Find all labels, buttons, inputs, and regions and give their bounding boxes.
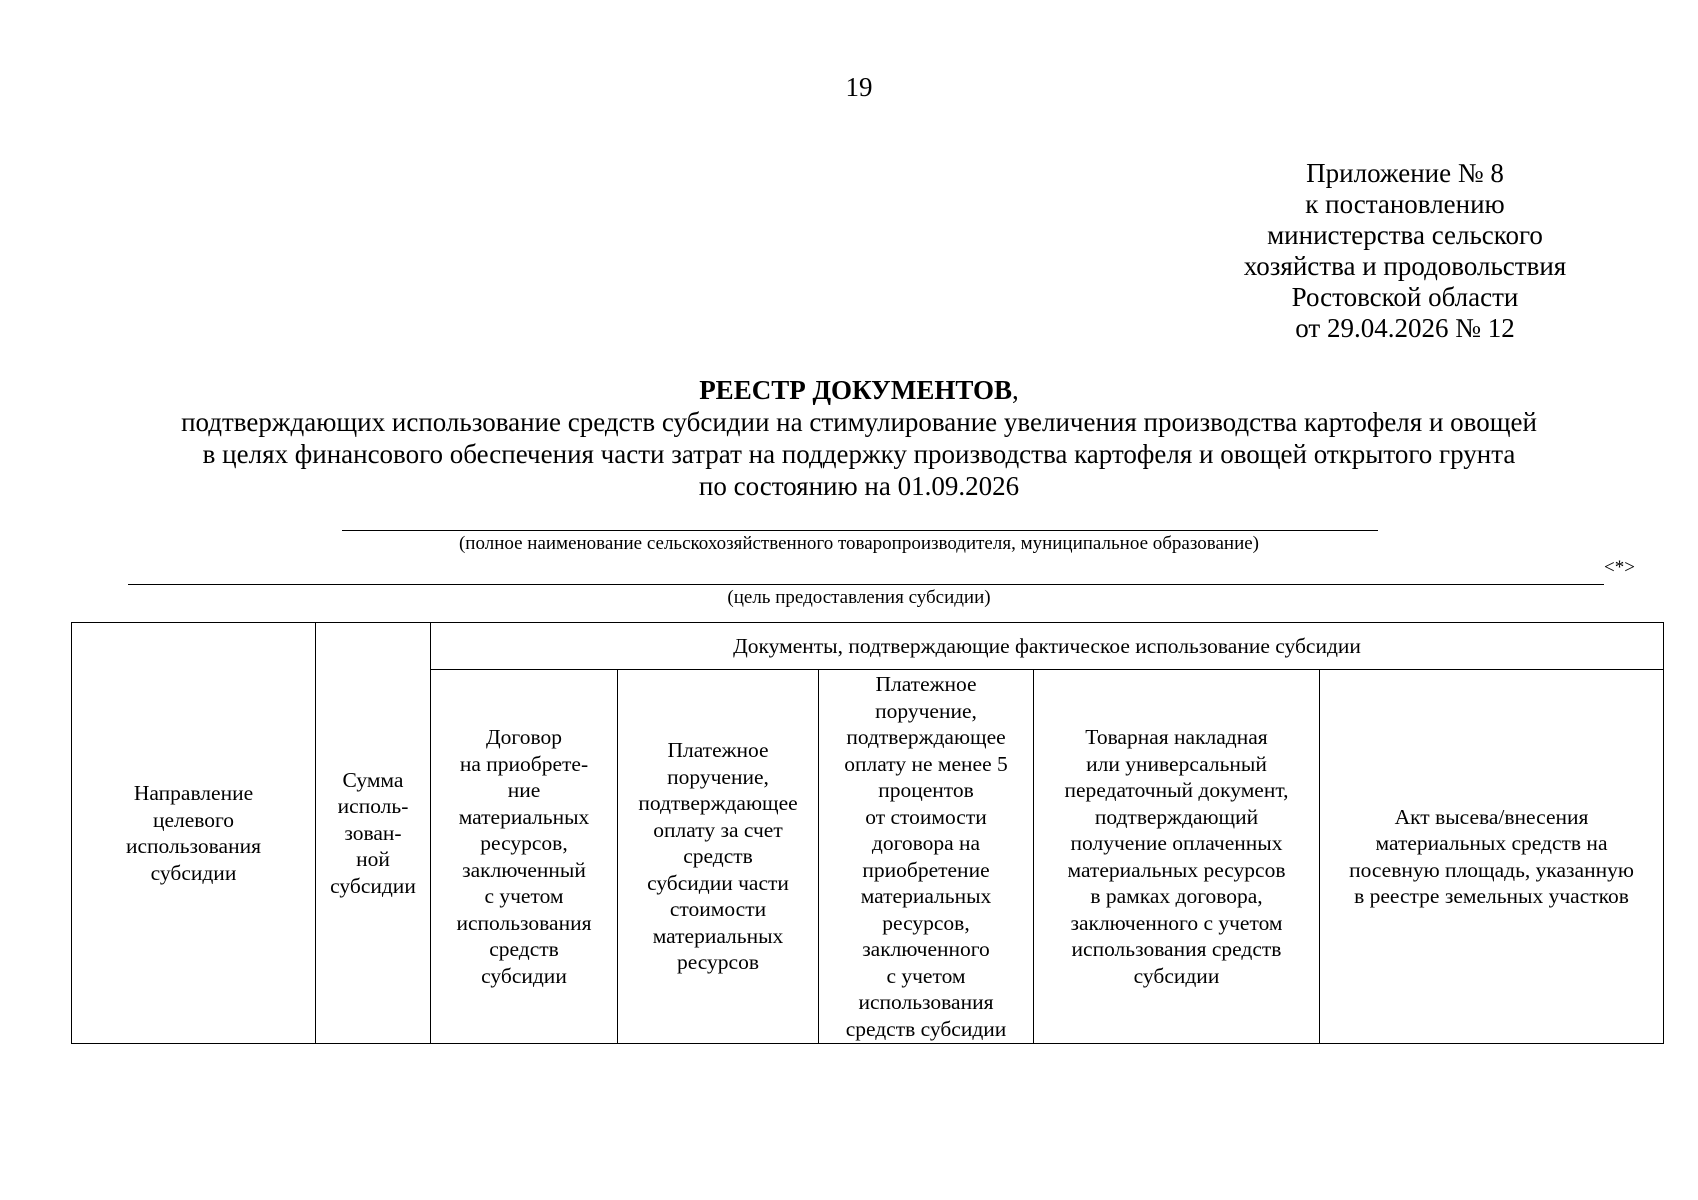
header-line: ресурсов, (882, 910, 970, 935)
header-line: субсидии (1133, 963, 1220, 988)
header-line: посевную площадь, указанную (1349, 857, 1634, 882)
header-line: ние (507, 778, 541, 802)
title-main (0, 374, 1698, 406)
header-line: Платежное (875, 672, 977, 696)
header-line: с учетом (484, 884, 564, 908)
header-line: ресурсов (676, 950, 760, 975)
header-line: зован- (344, 820, 402, 845)
footnote-marker: <*> (1604, 557, 1635, 578)
header-line: в реестре земельных участков (1354, 884, 1629, 908)
title-date-line: по состоянию на 01.09.2026 (698, 471, 1020, 501)
title-main-text: РЕЕСТР ДОКУМЕНТОВ (699, 375, 1013, 405)
header-invoice (1034, 670, 1320, 1044)
header-line: Товарная накладная (1085, 725, 1268, 749)
header-line: получение оплаченных (1070, 831, 1283, 855)
header-line: целевого (152, 807, 235, 832)
header-line: Акт высева/внесения (1394, 804, 1589, 829)
page-number: 19 (845, 72, 873, 102)
header-line: субсидии (481, 963, 567, 988)
subsidy-purpose-line[interactable] (128, 584, 1604, 585)
header-contract (431, 670, 618, 1044)
header-line: процентов (878, 778, 974, 802)
registry-table (71, 622, 1664, 1044)
header-line: средств субсидии (845, 1016, 1007, 1041)
producer-name-line[interactable] (342, 530, 1378, 531)
header-line: поручение, (875, 698, 977, 723)
header-line: оплату за счет (653, 817, 783, 842)
header-line: использования (858, 990, 994, 1014)
header-documents-group: Документы, подтверждающие фактическое использование субсидии (431, 623, 1664, 670)
header-line: средств (489, 937, 559, 961)
header-payment-order-subsidy (618, 670, 819, 1044)
header-line: поручение, (667, 764, 769, 789)
header-line: заключенного (862, 937, 990, 961)
appendix-line: министерства сельского (1267, 220, 1543, 250)
header-line: материальных (458, 804, 590, 829)
header-line: исполь- (337, 794, 409, 819)
header-line: средств (683, 844, 753, 869)
appendix-line: Ростовской области (1291, 282, 1519, 312)
header-line: или универсальный (1086, 751, 1267, 776)
header-line: в рамках договора, (1090, 884, 1263, 908)
title-line: в целях финансового обеспечения части затрат на поддержку производства картофеля и овощей открытого грунта (202, 439, 1516, 469)
header-line: использования средств (1071, 937, 1282, 961)
header-line: использования (456, 910, 592, 935)
header-line: стоимости (669, 897, 767, 922)
header-line: материальных средств на (1375, 831, 1608, 855)
appendix-line: хозяйства и продовольствия (1243, 251, 1567, 281)
appendix-line: от 29.04.2026 № 12 (1295, 313, 1515, 343)
header-line: с учетом (886, 963, 966, 988)
header-line: субсидии части (647, 870, 789, 895)
header-line: субсидии (150, 860, 237, 885)
header-line: заключенного с учетом (1070, 910, 1283, 935)
header-line: материальных ресурсов (1067, 857, 1286, 882)
header-amount (316, 623, 431, 1044)
header-line: договора на (871, 831, 981, 855)
title-main-suffix: , (1012, 375, 1019, 405)
header-line: приобретение (862, 857, 990, 882)
header-line: ной (356, 847, 390, 872)
appendix-line: Приложение № 8 (1306, 158, 1504, 188)
header-line: ресурсов, (480, 831, 568, 855)
header-line: подтверждающее (846, 725, 1006, 749)
header-line: на приобрете- (459, 751, 589, 776)
header-line: оплату не менее 5 (844, 751, 1008, 776)
header-direction (72, 623, 316, 1044)
header-line: заключенный (462, 857, 586, 882)
appendix-line: к постановлению (1305, 189, 1505, 219)
header-line: подтверждающий (1094, 804, 1259, 829)
producer-name-caption: (полное наименование сельскохозяйственного товаропроизводителя, муниципальное образование) (458, 533, 1260, 554)
table-header-row (72, 623, 1664, 670)
header-line: Направление (133, 781, 254, 805)
appendix-header (1220, 158, 1590, 344)
header-line: подтверждающее (638, 791, 798, 816)
header-line: субсидии (330, 873, 416, 898)
header-line: Сумма (342, 767, 404, 792)
document-title (0, 374, 1698, 502)
header-line: использования (126, 834, 261, 858)
header-payment-order-5-percent (819, 670, 1034, 1044)
header-line: материальных (860, 884, 992, 908)
subsidy-purpose-caption: (цель предоставления субсидии) (727, 587, 991, 608)
header-line: материальных (652, 923, 784, 948)
header-line: передаточный документ, (1064, 778, 1289, 802)
title-line: подтверждающих использование средств субсидии на стимулирование увеличения производства картофеля и овощей (181, 407, 1537, 437)
header-line: Платежное (667, 738, 769, 763)
header-line: Договор (486, 725, 562, 749)
header-line: от стоимости (865, 804, 987, 829)
header-sowing-act (1320, 670, 1664, 1044)
